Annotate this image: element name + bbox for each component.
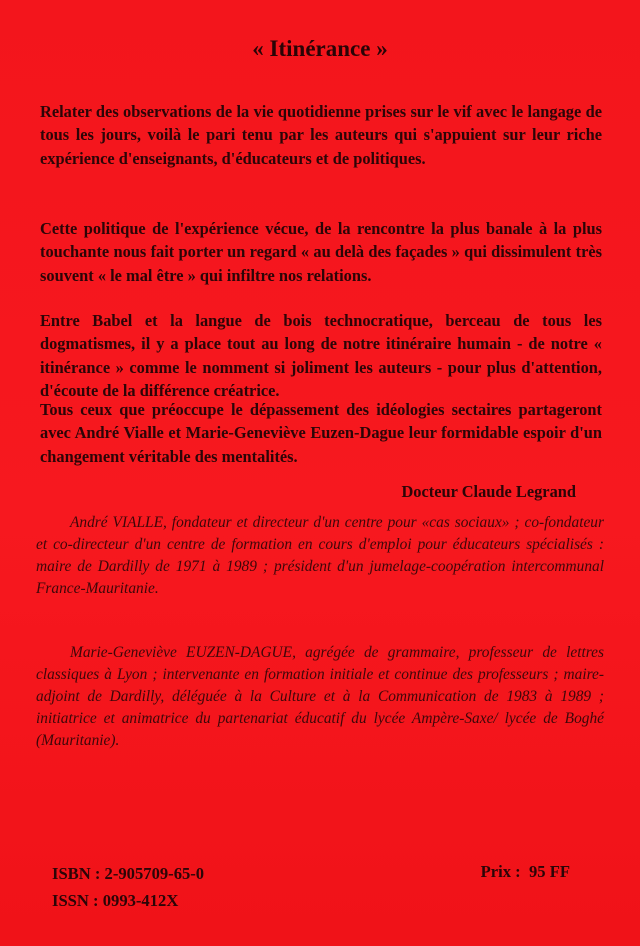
author-bio-euzen-dague: Marie-Geneviève EUZEN-DAGUE, agrégée de grammaire, professeur de lettres classiques à Lyon ; intervenante en formation initiale et continue des professeurs ; maire-adjoint de Dardilly, déléguée à la Culture et à la Communication de 1983 à 1989 ; initiatrice et animatrice du partenariat éducatif du lycée Ampère-Saxe/ lycée de Boghé (Mauritanie).: [36, 644, 604, 749]
blurb-paragraph-1: Relater des observations de la vie quotidienne prises sur le vif avec le langage de tous les jours, voilà le pari tenu par les auteurs qui s'appuient sur leur riche expérience d'enseignants, d'éducateurs et de politiques.: [40, 102, 602, 168]
isbn-number: ISBN : 2-905709-65-0: [52, 864, 205, 883]
blurb-signature: Docteur Claude Legrand: [401, 482, 576, 501]
blurb-paragraph-3: Entre Babel et la langue de bois technocratique, berceau de tous les dogmatismes, il y a place tout au long de notre itinéraire humain - de notre « itinérance » comme le nomment si joliment les auteurs - pour plus d'attention, d'écoute de la différence créatrice.: [40, 311, 602, 401]
blurb-paragraph-4: Tous ceux que préoccupe le dépassement des idéologies sectaires partageront avec André Vialle et Marie-Geneviève Euzen-Dague leur formidable espoir d'un changement véritable des mentalités.: [40, 400, 602, 466]
price-label: Prix : 95 FF: [480, 862, 570, 881]
issn-number: ISSN : 0993-412X: [52, 891, 179, 910]
blurb-paragraph-2: Cette politique de l'expérience vécue, de la rencontre la plus banale à la plus touchante nous fait porter un regard « au delà des façades » qui dissimulent très souvent « le mal être » qui infiltre nos relations.: [40, 219, 602, 285]
book-title: « Itinérance »: [252, 36, 388, 61]
author-bio-vialle: André VIALLE, fondateur et directeur d'un centre pour «cas sociaux» ; co-fondateur et co-directeur d'un centre de formation en cours d'emploi pour éducateurs spécialisés : maire de Dardilly de 1971 à 1989 ; président d'un jumelage-coopération intercommunal France-Mauritanie.: [36, 514, 604, 597]
